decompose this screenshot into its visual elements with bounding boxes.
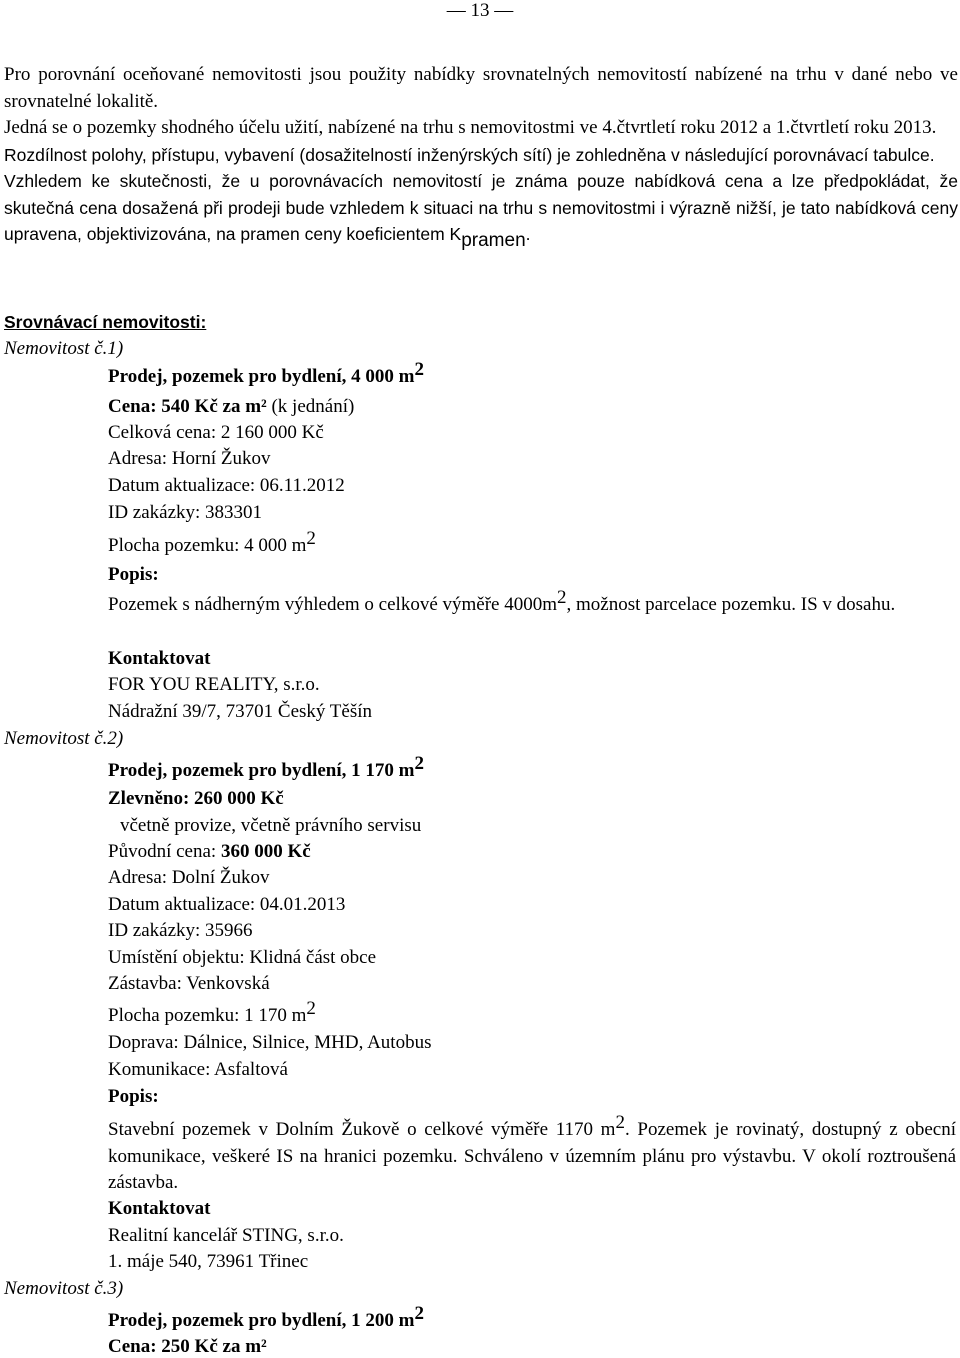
item-2-desc-a: Stavební pozemek v Dolním Žukově o celkové výměře 1170 m xyxy=(108,1119,616,1140)
item-3-title-sup: 2 xyxy=(414,1303,424,1324)
item-2-includes: včetně provize, včetně právního servisu xyxy=(120,815,422,836)
item-1-description xyxy=(108,587,956,619)
item-2-area-text: Plocha pozemku: 1 170 m xyxy=(108,1005,307,1026)
item-1-desc-b: , možnost parcelace pozemku. IS v dosahu. xyxy=(566,594,896,615)
item-1-area-sup: 2 xyxy=(306,528,316,549)
item-1-desc-label: Popis: xyxy=(108,564,159,585)
item-1-label: Nemovitost č.1) xyxy=(4,338,124,359)
item-3-label: Nemovitost č.3) xyxy=(4,1278,124,1299)
item-2-orig-price-label: Původní cena: xyxy=(108,841,221,862)
item-3-title-text: Prodej, pozemek pro bydlení, 1 200 m xyxy=(108,1310,415,1331)
intro-paragraph-3: Rozdílnost polohy, přístupu, vybavení (dosažitelností inženýrských sítí) je zohledněna v následující porovnávací tabulce. xyxy=(4,144,935,165)
item-1-order-id: ID zakázky: 383301 xyxy=(108,502,263,523)
page-number: — 13 — xyxy=(446,0,514,21)
intro-paragraph-4 xyxy=(4,168,958,255)
item-2-road: Komunikace: Asfaltová xyxy=(108,1059,288,1080)
item-2-title-sup: 2 xyxy=(414,753,424,774)
item-2-label: Nemovitost č.2) xyxy=(4,728,124,749)
item-1-desc-a: Pozemek s nádherným výhledem o celkové výměře 4000m xyxy=(108,594,558,615)
item-2-discount: Zlevněno: 260 000 Kč xyxy=(108,788,284,809)
item-1-agency: FOR YOU REALITY, s.r.o. xyxy=(108,674,320,695)
item-1-address: Adresa: Horní Žukov xyxy=(108,448,271,469)
item-2-orig-price xyxy=(108,841,311,863)
item-2-desc-label: Popis: xyxy=(108,1086,159,1107)
item-1-price-label: Cena: 540 Kč za m² xyxy=(108,396,267,417)
item-2-address: Adresa: Dolní Žukov xyxy=(108,867,270,888)
item-1-area-text: Plocha pozemku: 4 000 m xyxy=(108,535,307,556)
item-1-contact-label: Kontaktovat xyxy=(108,648,211,669)
item-2-agency: Realitní kancelář STING, s.r.o. xyxy=(108,1225,344,1246)
item-1-updated: Datum aktualizace: 06.11.2012 xyxy=(108,475,345,496)
comparison-heading: Srovnávací nemovitosti: xyxy=(4,312,207,332)
item-2-transport: Doprava: Dálnice, Silnice, MHD, Autobus xyxy=(108,1032,432,1053)
intro-text xyxy=(4,62,958,255)
item-1-title-sup: 2 xyxy=(414,359,424,380)
intro-paragraph-2: Jedná se o pozemky shodného účelu užití, nabízené na trhu s nemovitostmi ve 4.čtvrtletí roku 2012 a 1.čtvrtletí roku 2013. xyxy=(4,117,937,138)
item-2-contact-label: Kontaktovat xyxy=(108,1198,211,1219)
item-2-development: Zástavba: Venkovská xyxy=(108,973,270,994)
item-1-price xyxy=(108,396,354,418)
item-2-description xyxy=(108,1112,956,1197)
item-1-desc-sup: 2 xyxy=(557,587,567,608)
intro-paragraph-1: Pro porovnání oceňované nemovitosti jsou použity nabídky srovnatelných nemovitostí nabízené na trhu v dané nebo ve srovnatelné lokalitě. xyxy=(4,64,958,112)
item-1-price-note: (k jednání) xyxy=(266,396,355,417)
item-2-area-sup: 2 xyxy=(306,998,316,1019)
item-2-area xyxy=(108,998,316,1027)
item-2-title-text: Prodej, pozemek pro bydlení, 1 170 m xyxy=(108,760,415,781)
k-pramen-subscript: pramen xyxy=(461,230,526,251)
intro-paragraph-4-text: Vzhledem ke skutečnosti, že u porovnávacích nemovitostí je známa pouze nabídková cena a lze předpokládat, že skutečná cena dosažená při prodeji bude vzhledem k situaci na trhu s nemovitostmi i výrazně nižší, je tato nabídková ceny upravena, objektivizována, na pramen ceny koeficientem K xyxy=(4,171,958,244)
item-2-updated: Datum aktualizace: 04.01.2013 xyxy=(108,894,346,915)
item-3-price: Cena: 250 Kč za m² xyxy=(108,1336,267,1357)
item-1-agency-address: Nádražní 39/7, 73701 Český Těšín xyxy=(108,701,373,722)
item-2-orig-price-value: 360 000 Kč xyxy=(220,841,311,862)
intro-paragraph-4-end: . xyxy=(525,224,531,244)
item-2-order-id: ID zakázky: 35966 xyxy=(108,920,253,941)
item-2-desc-b: . Pozemek je rovinatý, dostupný z obecní komunikace, veškeré IS na hranici pozemku. Schváleno v územním plánu pro výstavbu. V okolí roztroušená zástavba. xyxy=(108,1119,956,1193)
item-1-total-price: Celková cena: 2 160 000 Kč xyxy=(108,422,324,443)
item-2-placement: Umístění objektu: Klidná část obce xyxy=(108,947,377,968)
item-2-desc-sup: 2 xyxy=(615,1112,625,1133)
page-number-value: 13 xyxy=(470,0,490,21)
item-2-agency-address: 1. máje 540, 73961 Třinec xyxy=(108,1251,309,1272)
item-1-area xyxy=(108,528,316,557)
item-1-title-text: Prodej, pozemek pro bydlení, 4 000 m xyxy=(108,366,415,387)
item-1-title xyxy=(108,359,424,388)
item-3-title xyxy=(108,1303,424,1332)
item-2-title xyxy=(108,753,424,782)
